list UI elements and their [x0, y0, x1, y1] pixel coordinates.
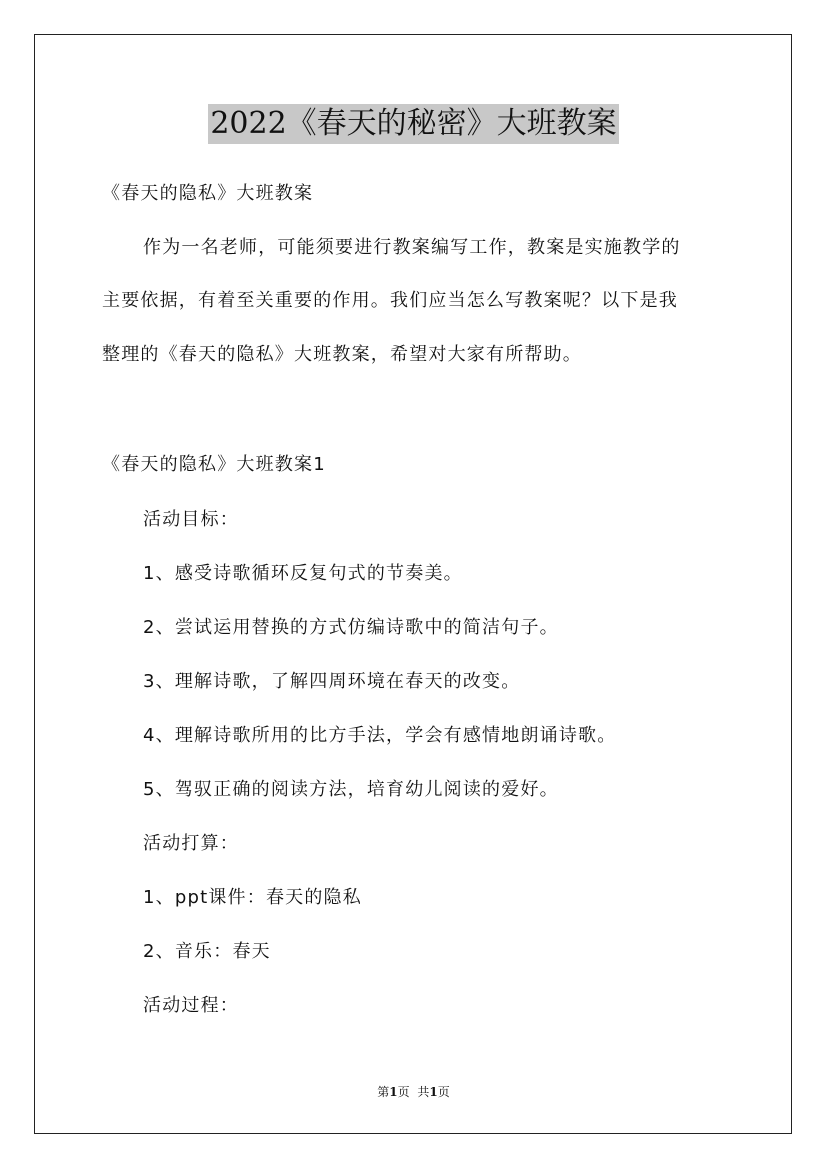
prep-item: 2、音乐：春天	[143, 941, 271, 962]
goal-item: 3、理解诗歌，了解四周环境在春天的改变。	[143, 671, 521, 692]
document-title: 2022《春天的秘密》大班教案	[208, 104, 618, 144]
title-container	[0, 104, 827, 144]
page-current: 1	[389, 1085, 398, 1099]
process-label: 活动过程：	[143, 995, 239, 1016]
goal-item: 4、理解诗歌所用的比方手法，学会有感情地朗诵诗歌。	[143, 725, 617, 746]
page-suffix: 页	[397, 1085, 410, 1099]
goal-item: 1、感受诗歌循环反复句式的节奏美。	[143, 563, 463, 584]
goals-label: 活动目标：	[143, 509, 239, 530]
total-prefix: 共	[417, 1085, 430, 1099]
prep-label: 活动打算：	[143, 833, 239, 854]
prep-item: 1、ppt课件：春天的隐私	[143, 887, 362, 908]
subtitle: 《春天的隐私》大班教案	[102, 183, 314, 204]
intro-line: 主要依据，有着至关重要的作用。我们应当怎么写教案呢？以下是我	[102, 290, 678, 311]
total-suffix: 页	[437, 1085, 450, 1099]
intro-line: 作为一名老师，可能须要进行教案编写工作，教案是实施教学的	[143, 237, 681, 258]
intro-line: 整理的《春天的隐私》大班教案，希望对大家有所帮助。	[102, 344, 582, 365]
page-total: 1	[429, 1085, 438, 1099]
page-footer	[0, 1083, 827, 1100]
page-prefix: 第	[377, 1085, 390, 1099]
goal-item: 2、尝试运用替换的方式仿编诗歌中的简洁句子。	[143, 617, 559, 638]
section-heading: 《春天的隐私》大班教案1	[102, 454, 326, 475]
goal-item: 5、驾驭正确的阅读方法，培育幼儿阅读的爱好。	[143, 779, 559, 800]
